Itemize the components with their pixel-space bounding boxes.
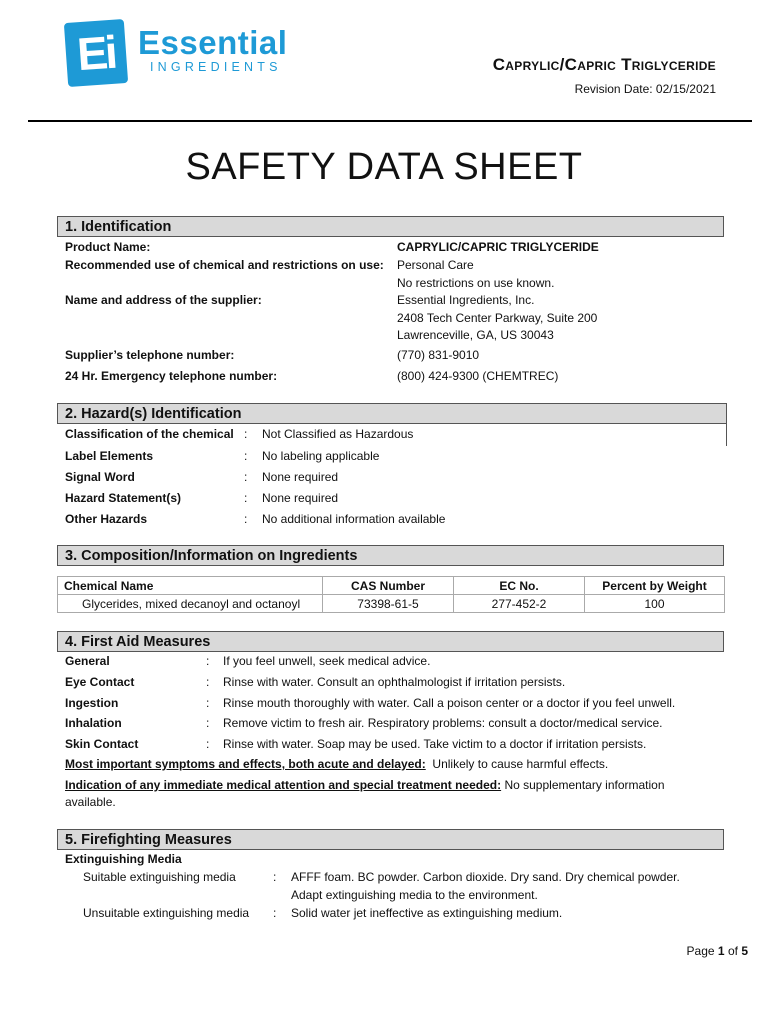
product-name-value: CAPRYLIC/CAPRIC TRIGLYCERIDE bbox=[397, 240, 599, 254]
section-5-heading: 5. Firefighting Measures bbox=[57, 829, 724, 850]
table-header: EC No. bbox=[454, 577, 585, 595]
colon-separator: : bbox=[244, 470, 248, 484]
emergency-phone-value: (800) 424-9300 (CHEMTREC) bbox=[397, 369, 559, 383]
first-aid-label: Ingestion bbox=[65, 696, 119, 710]
colon-separator: : bbox=[244, 449, 248, 463]
table-cell: 73398-61-5 bbox=[323, 595, 454, 613]
supplier-label: Name and address of the supplier: bbox=[65, 293, 262, 307]
extinguishing-media-heading: Extinguishing Media bbox=[65, 852, 182, 866]
table-header: CAS Number bbox=[323, 577, 454, 595]
colon-separator: : bbox=[244, 512, 248, 526]
supplier-phone-value: (770) 831-9010 bbox=[397, 348, 480, 362]
unsuitable-media-label: Unsuitable extinguishing media bbox=[83, 906, 250, 920]
table-header-row bbox=[58, 577, 725, 595]
section-2-border bbox=[726, 424, 727, 446]
product-name-label: Product Name: bbox=[65, 240, 151, 254]
hazard-label: Hazard Statement(s) bbox=[65, 491, 182, 505]
hazard-value: Not Classified as Hazardous bbox=[262, 427, 414, 441]
hazard-label: Label Elements bbox=[65, 449, 154, 463]
brand-logo-mark: Ei bbox=[64, 19, 128, 87]
first-aid-label: Eye Contact bbox=[65, 675, 135, 689]
hazard-label: Classification of the chemical bbox=[65, 427, 234, 441]
emergency-phone-label: 24 Hr. Emergency telephone number: bbox=[65, 369, 278, 383]
attention-line bbox=[65, 777, 665, 794]
first-aid-label: Inhalation bbox=[65, 716, 122, 730]
product-title: Caprylic/Capric Triglyceride bbox=[492, 55, 716, 74]
colon-separator: : bbox=[206, 696, 210, 710]
attention-value-cont: available. bbox=[65, 795, 116, 809]
document-title: SAFETY DATA SHEET bbox=[185, 146, 583, 188]
attention-value: No supplementary information bbox=[504, 778, 665, 792]
supplier-city: Lawrenceville, GA, US 30043 bbox=[397, 328, 554, 342]
hazard-value: None required bbox=[262, 491, 339, 505]
recommended-use-label: Recommended use of chemical and restrictions on use: bbox=[65, 258, 384, 272]
section-1-heading: 1. Identification bbox=[57, 216, 724, 237]
hazard-value: No labeling applicable bbox=[262, 449, 380, 463]
table-cell: 277-452-2 bbox=[454, 595, 585, 613]
colon-separator: : bbox=[244, 427, 248, 441]
section-4-heading: 4. First Aid Measures bbox=[57, 631, 724, 652]
colon-separator: : bbox=[244, 491, 248, 505]
page-number: Page 1 of 5 bbox=[686, 944, 748, 958]
composition-table bbox=[57, 576, 725, 613]
first-aid-value: Remove victim to fresh air. Respiratory problems: consult a doctor/medical service. bbox=[223, 716, 663, 730]
first-aid-value: Rinse with water. Soap may be used. Take victim to a doctor if irritation persists. bbox=[223, 737, 647, 751]
supplier-street: 2408 Tech Center Parkway, Suite 200 bbox=[397, 311, 598, 325]
symptoms-line bbox=[65, 756, 608, 773]
use-restrictions-value: No restrictions on use known. bbox=[397, 276, 555, 290]
attention-label: Indication of any immediate medical attention and special treatment needed: bbox=[65, 778, 502, 792]
table-cell: Glycerides, mixed decanoyl and octanoyl bbox=[58, 595, 323, 613]
hazard-value: None required bbox=[262, 470, 339, 484]
table-header: Percent by Weight bbox=[585, 577, 725, 595]
recommended-use-value: Personal Care bbox=[397, 258, 474, 272]
brand-name: Essential bbox=[138, 24, 288, 61]
suitable-media-value: AFFF foam. BC powder. Carbon dioxide. Dry sand. Dry chemical powder. bbox=[291, 870, 680, 884]
supplier-name: Essential Ingredients, Inc. bbox=[397, 293, 535, 307]
hazard-label: Other Hazards bbox=[65, 512, 148, 526]
revision-date: Revision Date: 02/15/2021 bbox=[574, 82, 716, 96]
colon-separator: : bbox=[206, 654, 210, 668]
colon-separator: : bbox=[206, 716, 210, 730]
first-aid-value: If you feel unwell, seek medical advice. bbox=[223, 654, 431, 668]
suitable-media-value-cont: Adapt extinguishing media to the environment. bbox=[291, 888, 538, 902]
first-aid-label: General bbox=[65, 654, 110, 668]
colon-separator: : bbox=[273, 906, 277, 920]
hazard-label: Signal Word bbox=[65, 470, 135, 484]
colon-separator: : bbox=[206, 675, 210, 689]
symptoms-label: Most important symptoms and effects, both acute and delayed: bbox=[65, 757, 426, 771]
section-3-heading: 3. Composition/Information on Ingredients bbox=[57, 545, 724, 566]
brand-subtitle: INGREDIENTS bbox=[150, 60, 282, 74]
unsuitable-media-value: Solid water jet ineffective as extinguishing medium. bbox=[291, 906, 563, 920]
first-aid-value: Rinse with water. Consult an ophthalmologist if irritation persists. bbox=[223, 675, 566, 689]
first-aid-value: Rinse mouth thoroughly with water. Call a poison center or a doctor if you feel unwell. bbox=[223, 696, 676, 710]
hazard-value: No additional information available bbox=[262, 512, 446, 526]
header-divider bbox=[28, 120, 752, 122]
section-2-heading: 2. Hazard(s) Identification bbox=[57, 403, 727, 424]
colon-separator: : bbox=[273, 870, 277, 884]
first-aid-label: Skin Contact bbox=[65, 737, 139, 751]
suitable-media-label: Suitable extinguishing media bbox=[83, 870, 236, 884]
table-header: Chemical Name bbox=[58, 577, 323, 595]
table-row bbox=[58, 595, 725, 613]
symptoms-value: Unlikely to cause harmful effects. bbox=[432, 757, 609, 771]
colon-separator: : bbox=[206, 737, 210, 751]
table-cell: 100 bbox=[585, 595, 725, 613]
supplier-phone-label: Supplier’s telephone number: bbox=[65, 348, 235, 362]
